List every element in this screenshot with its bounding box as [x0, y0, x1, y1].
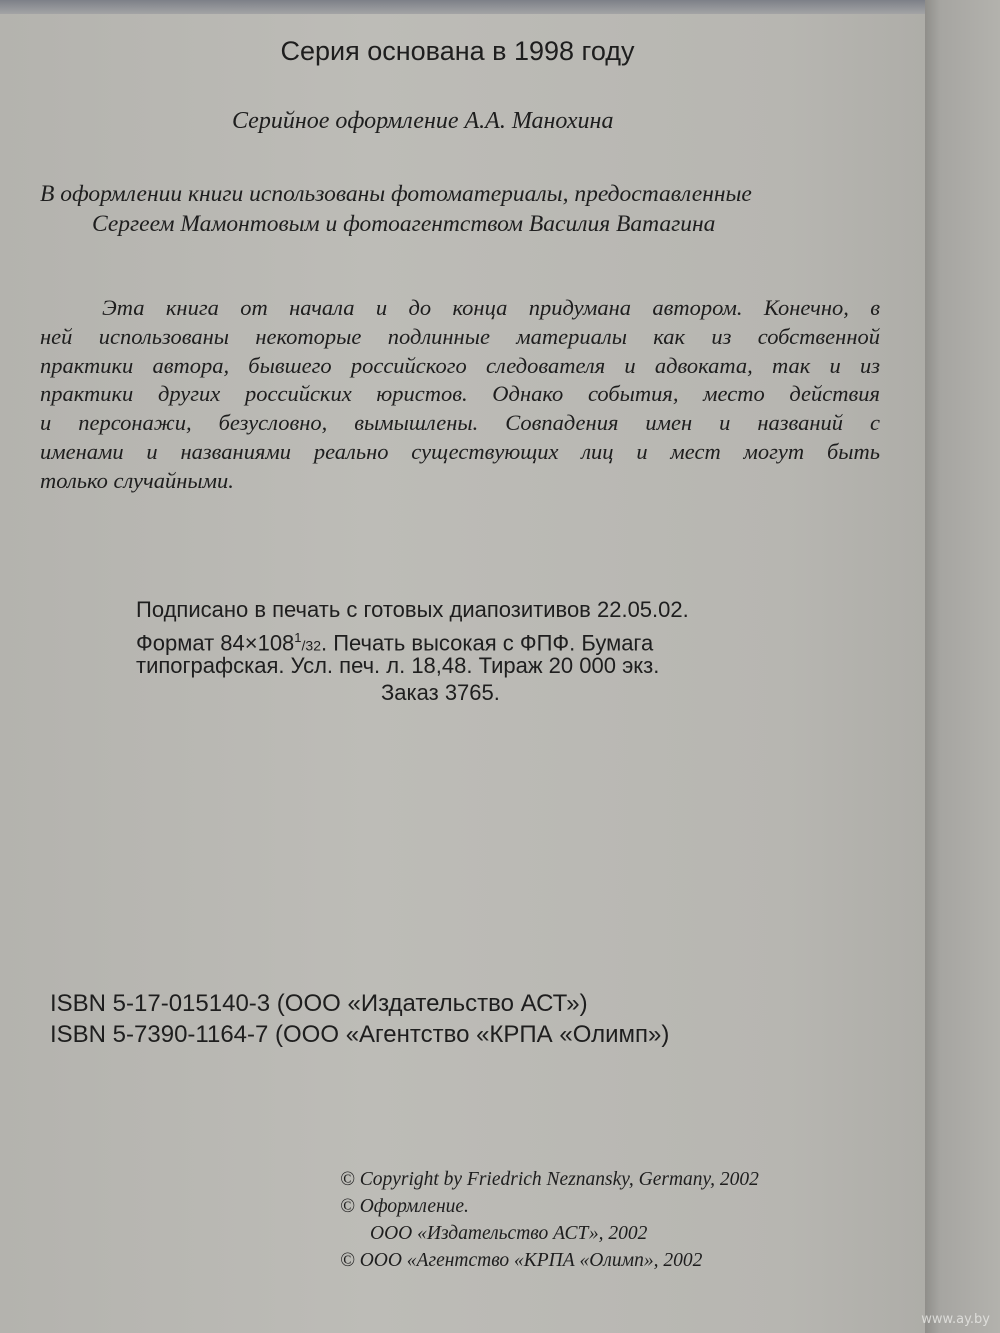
disclaimer-line: и персонажи, безусловно, вымышлены. Совпадения имен и названий с — [40, 410, 880, 436]
disclaimer-line: именами и названиями реально существующих лиц и мест могут быть — [40, 438, 880, 464]
series-founded-line: Серия основана в 1998 году — [280, 36, 635, 66]
disclaimer-line: практики других российских юристов. Однако события, место действия — [40, 381, 880, 407]
imprint-order-line: Заказ 3765. — [381, 680, 500, 706]
format-sub: /32 — [301, 637, 321, 654]
series-design-credit: Серийное оформление А.А. Манохина — [232, 108, 614, 134]
site-watermark: www.ay.by — [921, 1312, 990, 1327]
disclaimer-line: практики автора, бывшего российского следователя и адвоката, так и из — [40, 352, 880, 378]
disclaimer-paragraph — [40, 294, 880, 496]
format-suffix: . Печать высокая с ФПФ. Бумага — [321, 630, 654, 656]
copyright-design-line: © Оформление. — [340, 1196, 469, 1217]
copyright-ast-line: ООО «Издательство АСТ», 2002 — [370, 1223, 648, 1244]
copyright-author-line: © Copyright by Friedrich Neznansky, Germany, 2002 — [340, 1169, 759, 1190]
imprint-signed-line: Подписано в печать с готовых диапозитивов 22.05.02. — [136, 597, 689, 622]
format-prefix: Формат 84×108 — [136, 630, 295, 656]
isbn-line: ISBN 5-7390-1164-7 (ООО «Агентство «КРПА «Олимп») — [50, 1021, 670, 1048]
format-sup: 1 — [294, 629, 302, 645]
disclaimer-line: только случайными. — [40, 467, 234, 493]
facing-page-edge — [925, 0, 1000, 1333]
disclaimer-line: Эта книга от начала и до конца придумана автором. Конечно, в — [102, 295, 880, 320]
previous-page-bleed — [0, 0, 925, 14]
copyright-block — [340, 1166, 759, 1274]
photo-credit-line-1: В оформлении книги использованы фотоматериалы, предоставленные — [40, 181, 752, 207]
imprint-block — [136, 596, 689, 707]
isbn-block — [50, 988, 669, 1050]
imprint-paper-line: типографская. Усл. печ. л. 18,48. Тираж 20 000 экз. — [136, 652, 660, 678]
photo-credit-line-2: Сергеем Мамонтовым и фотоагентством Василия Ватагина — [92, 211, 716, 237]
isbn-line: ISBN 5-17-015140-3 (ООО «Издательство АСТ») — [50, 990, 588, 1017]
imprint-format-line — [136, 624, 689, 656]
disclaimer-line: ней использованы некоторые подлинные материалы как из собственной — [40, 323, 880, 349]
copyright-olimp-line: © ООО «Агентство «КРПА «Олимп», 2002 — [340, 1250, 703, 1271]
